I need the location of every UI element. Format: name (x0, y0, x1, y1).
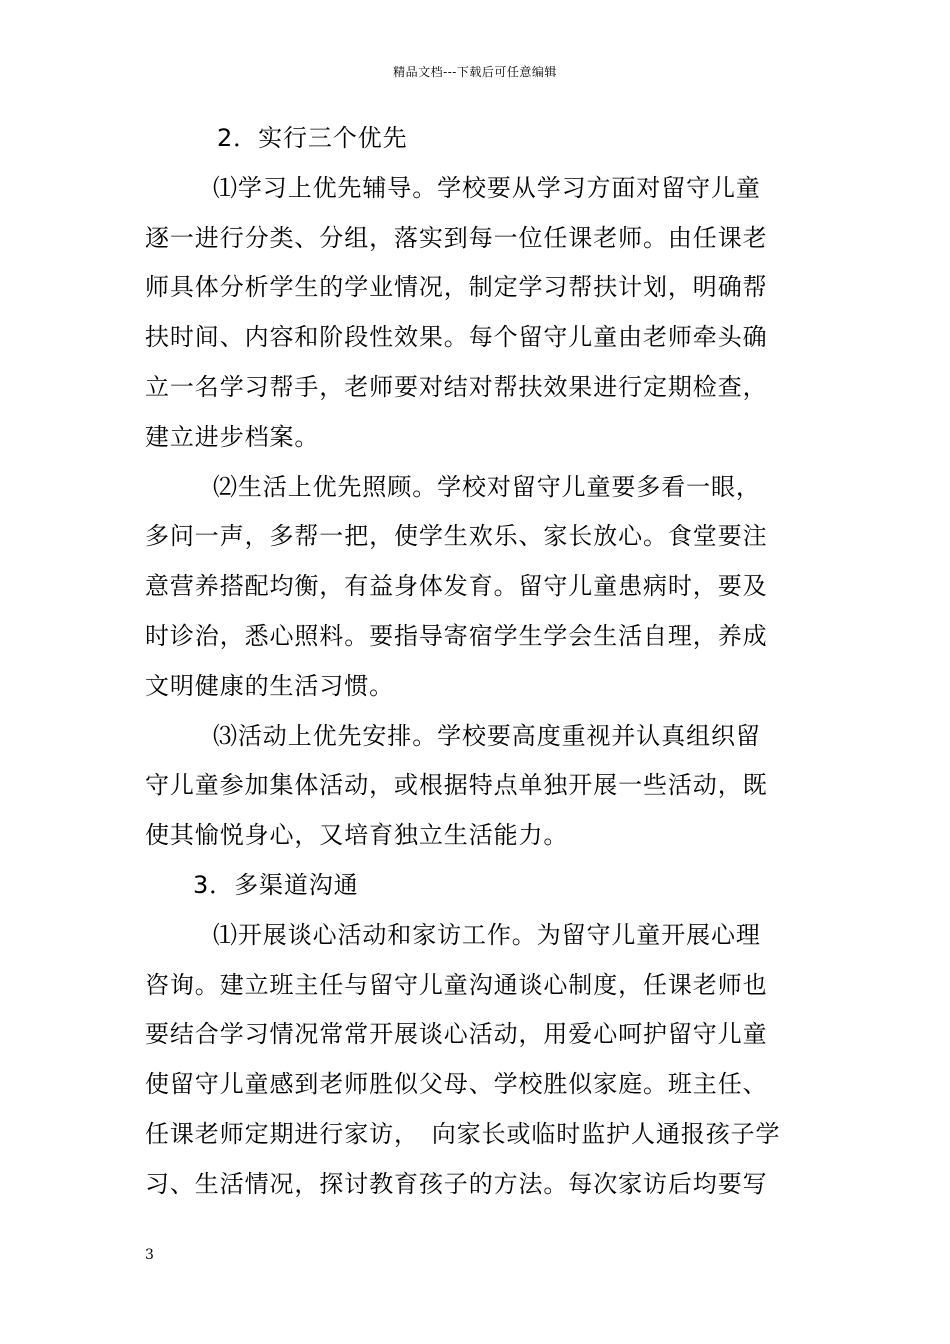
text-line: ⑶活动上优先安排。学校要高度重视并认真组织留 (213, 721, 761, 750)
text-line: 时诊治，悉心照料。要指导寄宿学生学会生活自理，养成 (145, 621, 768, 650)
text-line: 逐一进行分类、分组，落实到每一位任课老师。由任课老 (145, 223, 768, 252)
text-line: ⑴学习上优先辅导。学校要从学习方面对留守儿童 (213, 173, 761, 202)
text-line: 扶时间、内容和阶段性效果。每个留守儿童由老师牵头确 (145, 323, 768, 352)
section-heading: 3．多渠道沟通 (193, 870, 359, 899)
text-line: 多问一声，多帮一把，使学生欢乐、家长放心。食堂要注 (145, 522, 768, 551)
page-header: 精品文档---下载后可任意编辑 (393, 65, 557, 79)
text-line: 意营养搭配均衡，有益身体发育。留守儿童患病时，要及 (145, 572, 768, 601)
section-heading: 2．实行三个优先 (217, 124, 408, 152)
text-line: 使其愉悦身心，又培育独立生活能力。 (145, 821, 569, 850)
text-line: 任课老师定期进行家访， 向家长或临时监护人通报孩子学 (145, 1119, 781, 1148)
text-line: 咨询。建立班主任与留守儿童沟通谈心制度，任课老师也 (145, 970, 768, 999)
text-line: ⑵生活上优先照顾。学校对留守儿童要多看一眼， (213, 472, 761, 501)
text-line: ⑴开展谈心活动和家访工作。为留守儿童开展心理 (213, 920, 761, 949)
text-line: 文明健康的生活习惯。 (145, 671, 394, 700)
text-line: 立一名学习帮手，老师要对结对帮扶效果进行定期检查， (145, 372, 768, 401)
text-line: 守儿童参加集体活动，或根据特点单独开展一些活动，既 (145, 771, 768, 800)
text-line: 习、生活情况，探讨教育孩子的方法。每次家访后均要写 (145, 1169, 768, 1198)
text-line: 师具体分析学生的学业情况，制定学习帮扶计划，明确帮 (145, 273, 768, 302)
text-line: 使留守儿童感到老师胜似父母、学校胜似家庭。班主任、 (145, 1070, 768, 1099)
document-body (145, 114, 813, 1210)
text-line: 建立进步档案。 (145, 422, 320, 451)
text-line: 要结合学习情况常常开展谈心活动，用爱心呵护留守儿童 (145, 1020, 768, 1049)
page-number: 3 (145, 1247, 154, 1263)
